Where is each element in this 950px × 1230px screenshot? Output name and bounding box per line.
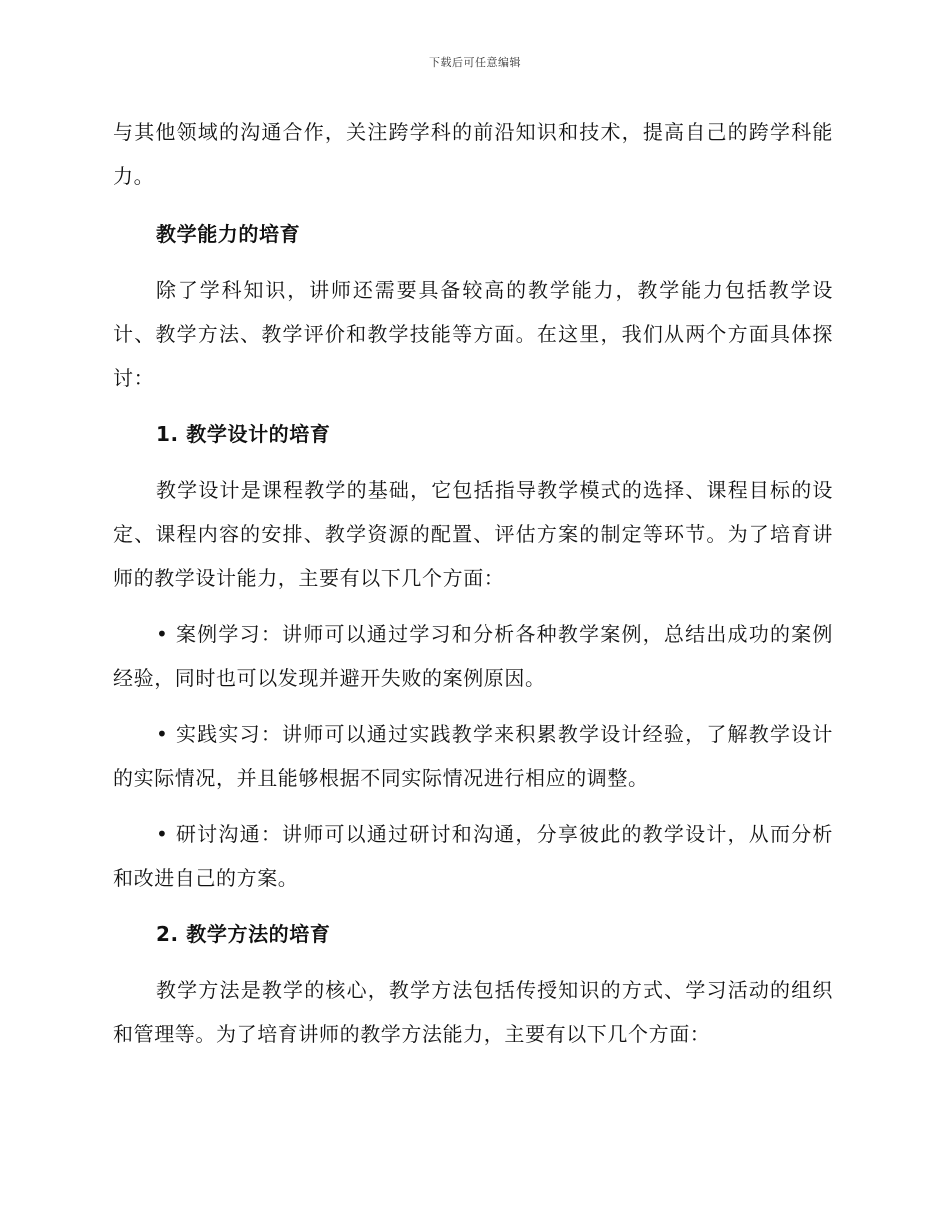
section-heading-teaching-ability: 教学能力的培育 (156, 222, 301, 246)
section-heading-teaching-design: 1. 教学设计的培育 (156, 422, 331, 446)
bullet-practice: • 实践实习：讲师可以通过实践教学来积累教学设计经验，了解教学设计的实际情况，并且能够根据不同实际情况进行相应的调整。 (113, 722, 833, 790)
bullet-case-study: • 案例学习：讲师可以通过学习和分析各种教学案例，总结出成功的案例经验，同时也可以发现并避开失败的案例原因。 (113, 622, 833, 690)
paragraph-teaching-ability: 除了学科知识，讲师还需要具备较高的教学能力，教学能力包括教学设计、教学方法、教学评价和教学技能等方面。在这里，我们从两个方面具体探讨： (113, 278, 833, 390)
paragraph-teaching-design: 教学设计是课程教学的基础，它包括指导教学模式的选择、课程目标的设定、课程内容的安排、教学资源的配置、评估方案的制定等环节。为了培育讲师的教学设计能力，主要有以下几个方面： (113, 478, 833, 590)
paragraph-teaching-method: 教学方法是教学的核心，教学方法包括传授知识的方式、学习活动的组织和管理等。为了培育讲师的教学方法能力，主要有以下几个方面： (113, 978, 833, 1046)
section-heading-teaching-method: 2. 教学方法的培育 (156, 922, 331, 946)
header-note: 下载后可任意编辑 (429, 56, 521, 69)
document-body (113, 110, 833, 1056)
paragraph-cross-discipline: 与其他领域的沟通合作，关注跨学科的前沿知识和技术，提高自己的跨学科能力。 (113, 120, 833, 188)
bullet-discussion: • 研讨沟通：讲师可以通过研讨和沟通，分享彼此的教学设计，从而分析和改进自己的方案。 (113, 822, 833, 890)
